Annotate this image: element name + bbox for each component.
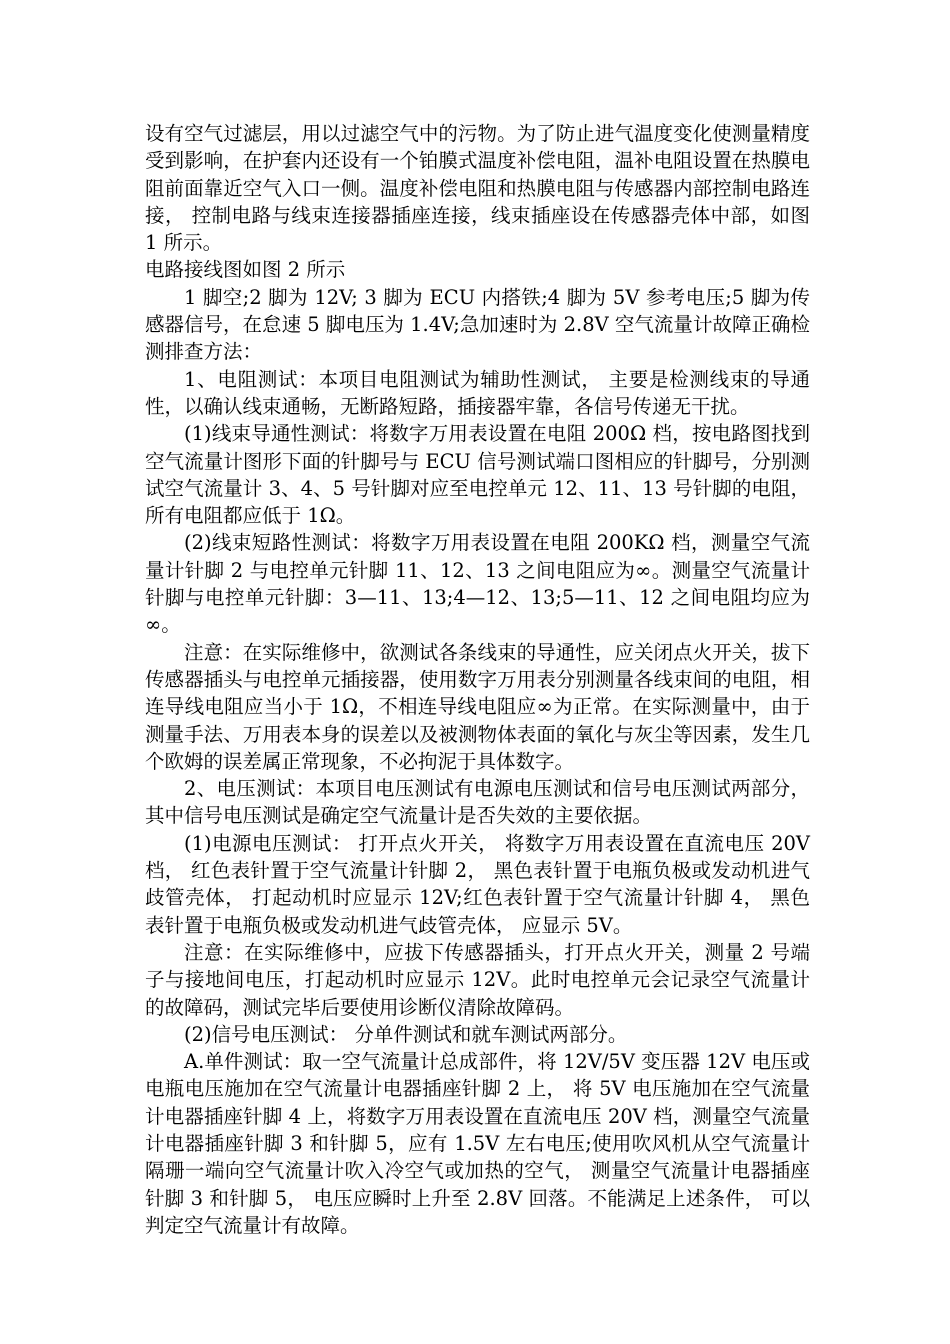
- paragraph-pin-definitions: 1 脚空;2 脚为 12V; 3 脚为 ECU 内搭铁;4 脚为 5V 参考电压;5 脚为传感器信号，在怠速 5 脚电压为 1.4V;急加速时为 2.8V 空气流量计故障正确检测排查方法：: [145, 285, 810, 364]
- paragraph-supply-voltage-test: (1)电源电压测试： 打开点火开关， 将数字万用表设置在直流电压 20V 档， 红色表针置于空气流量计针脚 2， 黑色表针置于电瓶负极或发动机进气歧管壳体， 打起动机时应显示 12V;红色表针置于空气流量计针脚 4， 黑色表针置于电瓶负极或发动机进气歧管壳体， 应显示 5V。: [145, 831, 810, 937]
- paragraph-voltage-note: 注意：在实际维修中，应拔下传感器插头，打开点火开关，测量 2 号端子与接地间电压，打起动机时应显示 12V。此时电控单元会记录空气流量计的故障码，测试完毕后要使用诊断仪清除故障码。: [145, 940, 810, 1019]
- paragraph-resistance-note: 注意：在实际维修中，欲测试各条线束的导通性，应关闭点火开关，拔下传感器插头与电控单元插接器，使用数字万用表分别测量各线束间的电阻，相连导线电阻应当小于 1Ω，不相连导线电阻应∞为正常。在实际测量中，由于测量手法、万用表本身的误差以及被测物体表面的氧化与灰尘等因素，发生几个欧姆的误差属正常现象，不必拘泥于具体数字。: [145, 640, 810, 773]
- paragraph-resistance-test: 1、电阻测试：本项目电阻测试为辅助性测试， 主要是检测线束的导通性，以确认线束通畅，无断路短路，插接器牢靠，各信号传递无干扰。: [145, 367, 810, 418]
- paragraph-voltage-test: 2、电压测试：本项目电压测试有电源电压测试和信号电压测试两部分，其中信号电压测试是确定空气流量计是否失效的主要依据。: [145, 777, 810, 828]
- paragraph-short-circuit-test: (2)线束短路性测试：将数字万用表设置在电阻 200KΩ 档，测量空气流量计针脚 2 与电控单元针脚 11、12、13 之间电阻应为∞。测量空气流量计针脚与电控单元针脚：3—11、13;4—12、13;5—11、12 之间电阻均应为∞。: [145, 531, 810, 637]
- document-body: [145, 120, 810, 1239]
- paragraph-component-test: A.单件测试：取一空气流量计总成部件，将 12V/5V 变压器 12V 电压或电瓶电压施加在空气流量计电器插座针脚 2 上， 将 5V 电压施加在空气流量计电器插座针脚 4 上，将数字万用表设置在直流电压 20V 档，测量空气流量计电器插座针脚 3 和针脚 5，应有 1.5V 左右电压;使用吹风机从空气流量计隔珊一端向空气流量计吹入冷空气或加热的空气， 测量空气流量计电器插座针脚 3 和针脚 5， 电压应瞬时上升至 2.8V 回落。不能满足上述条件， 可以判定空气流量计有故障。: [145, 1050, 810, 1237]
- paragraph-signal-voltage-test: (2)信号电压测试： 分单件测试和就车测试两部分。: [184, 1022, 628, 1046]
- paragraph-continuity-test: (1)线束导通性测试：将数字万用表设置在电阻 200Ω 档，按电路图找到空气流量计图形下面的针脚号与 ECU 信号测试端口图相应的针脚号，分别测试空气流量计 3、4、5 号针脚对应至电控单元 12、11、13 号针脚的电阻， 所有电阻都应低于 1Ω。: [145, 422, 810, 528]
- paragraph-wiring-diagram-ref: 电路接线图如图 2 所示: [145, 258, 346, 282]
- paragraph-sensor-structure: 设有空气过滤层，用以过滤空气中的污物。为了防止进气温度变化使测量精度受到影响，在护套内还设有一个铂膜式温度补偿电阻，温补电阻设置在热膜电阻前面靠近空气入口一侧。温度补偿电阻和热膜电阻与传感器内部控制电路连接， 控制电路与线束连接器插座连接，线束插座设在传感器壳体中部，如图 1 所示。: [145, 122, 810, 255]
